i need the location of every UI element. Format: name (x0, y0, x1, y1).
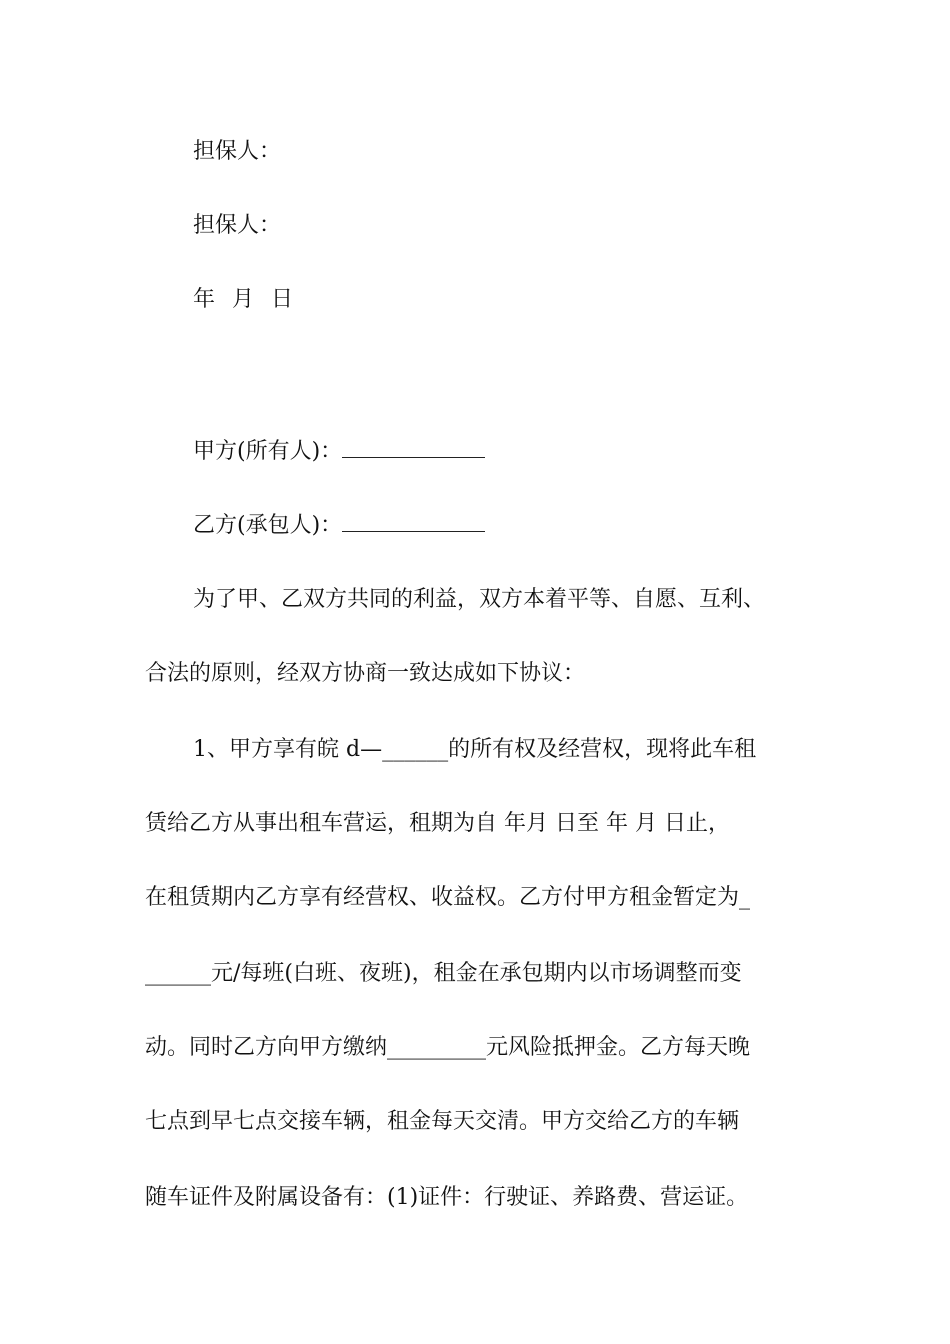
clause1-line-6: 七点到早七点交接车辆，租金每天交清。甲方交给乙方的车辆 (145, 1109, 740, 1134)
party-a-label: 甲方(所有人)： (193, 439, 343, 464)
clause1-line-2: 赁给乙方从事出租车营运，租期为自 年月 日至 年 月 日止， (145, 811, 730, 836)
date-day: 日 (271, 287, 294, 312)
clause1-line-7: 随车证件及附属设备有：(1)证件：行驶证、养路费、营运证。 (145, 1185, 749, 1210)
party-b-line (193, 509, 485, 541)
clause1-line-5: 动。同时乙方向甲方缴纳_________元风险抵押金。乙方每天晚 (145, 1035, 751, 1060)
intro-line-2: 合法的原则，经双方协商一致达成如下协议： (145, 661, 586, 686)
intro-line-1: 为了甲、乙双方共同的利益，双方本着平等、自愿、互利、 (193, 587, 766, 612)
clause1-line-4: ______元/每班(白班、夜班)，租金在承包期内以市场调整而变 (145, 961, 742, 986)
date-month: 月 (232, 287, 255, 312)
clause1-line-1: 1、甲方享有皖 d—______的所有权及经营权，现将此车租 (193, 737, 757, 762)
clause1-line-3: 在租赁期内乙方享有经营权、收益权。乙方付甲方租金暂定为_ (145, 885, 751, 910)
party-b-blank (342, 509, 485, 532)
party-a-line (193, 435, 485, 467)
guarantor-line-2: 担保人： (193, 213, 282, 238)
party-b-label: 乙方(承包人)： (193, 513, 343, 538)
date-line (193, 285, 303, 315)
guarantor-line-1: 担保人： (193, 139, 282, 164)
party-a-blank (342, 435, 485, 458)
date-year: 年 (193, 287, 216, 312)
